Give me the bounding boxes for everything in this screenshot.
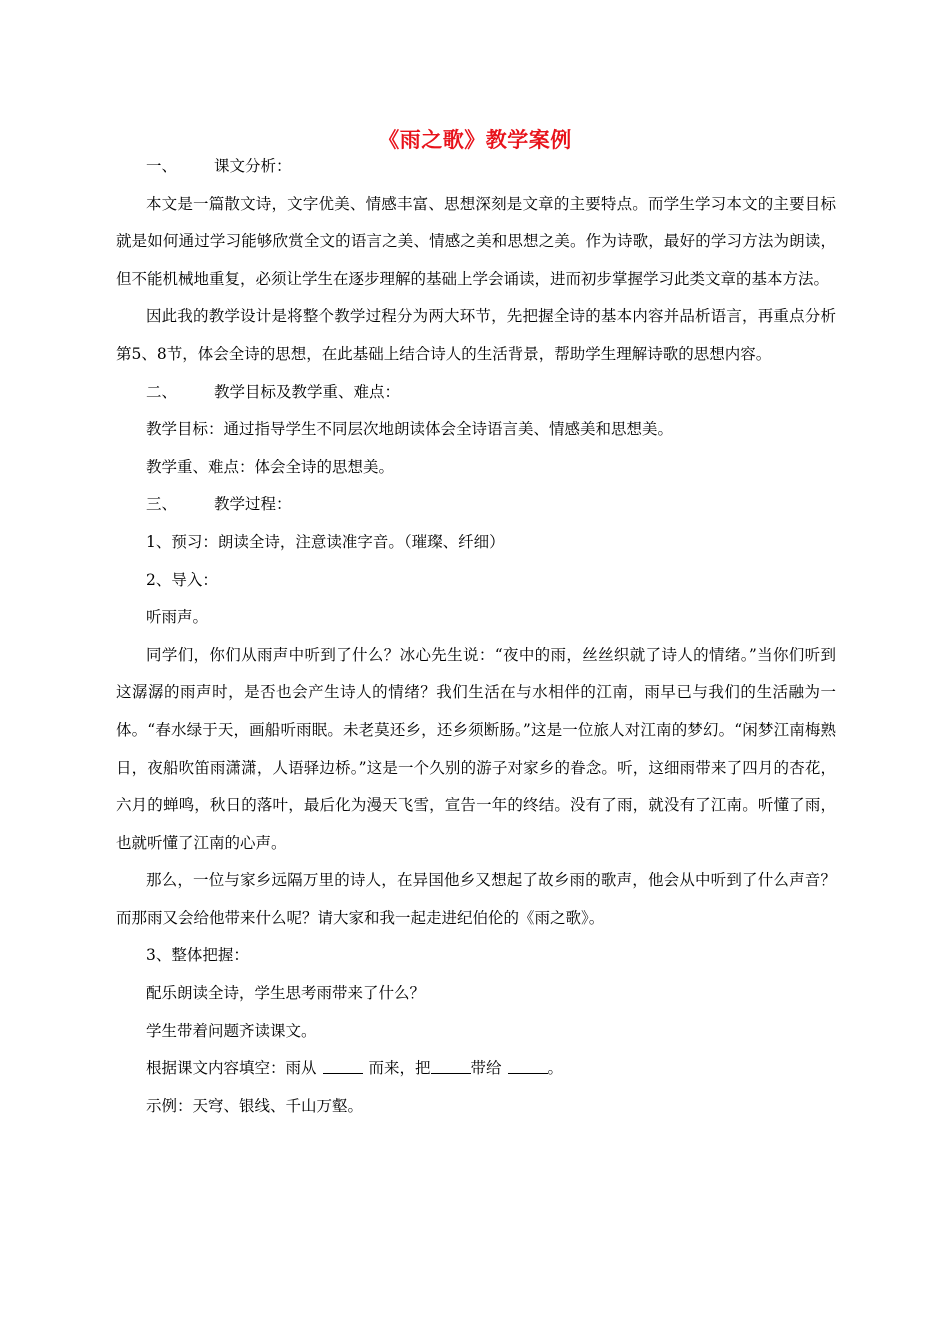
group-reading: 学生带着问题齐读课文。 [146,1021,317,1040]
section-heading-3 [116,486,836,524]
step-preview: 1、预习：朗读全诗，注意读准字音。（璀璨、纤细） [146,532,505,551]
fill-text-d: 。 [547,1059,564,1078]
section-label: 教学目标及教学重、难点： [214,382,401,401]
example-answer: 示例：天穹、银线、千山万壑。 [146,1096,364,1115]
section-number: 一、 [146,157,178,175]
paragraph-analysis: 本文是一篇散文诗，文字优美、情感丰富、思想深刻是文章的主要特点。而学生学习本文的主要目标就是如何通过学习能够欣赏全文的语言之美、情感之美和思想之美。作为诗歌，最好的学习方法为朗读，但不能机械地重复，必须让学生在逐步理解的基础上学会诵读，进而初步掌握学习此类文章的基本方法。 [116,194,836,288]
paragraph-intro-speech: 同学们，你们从雨声中听到了什么？冰心先生说：“夜中的雨，丝丝织就了诗人的情绪。”当你们听到这潺潺的雨声时，是否也会产生诗人的情绪？我们生活在与水相伴的江南，雨早已与我们的生活融为一体。“春水绿于天，画船听雨眠。未老莫还乡，还乡须断肠。”这是一位旅人对江南的梦幻。“闲梦江南梅熟日，夜船吹笛雨潇潇，人语驿边桥。”这是一个久别的游子对家乡的眷念。听，这细雨带来了四月的杏花，六月的蝉鸣，秋日的落叶，最后化为漫天飞雪，宣告一年的终结。没有了雨，就没有了江南。听懂了雨，也就听懂了江南的心声。 [116,645,836,852]
key-difficulty: 教学重、难点：体会全诗的思想美。 [146,457,395,476]
paragraph-transition: 那么，一位与家乡远隔万里的诗人，在异国他乡又想起了故乡雨的歌声，他会从中听到了什么声音？而那雨又会给他带来什么呢？请大家和我一起走进纪伯伦的《雨之歌》。 [116,871,836,927]
fill-text-c: 带给 [470,1059,502,1078]
step-overall: 3、整体把握： [146,946,249,965]
section-heading-2 [116,374,836,412]
teaching-goal: 教学目标：通过指导学生不同层次地朗读体会全诗语言美、情感美和思想美。 [146,420,674,439]
fill-in-blank [116,1050,836,1088]
section-heading-1 [116,148,836,186]
blank-1 [323,1055,363,1074]
fill-text-b: 而来，把 [368,1059,431,1078]
blank-2 [431,1055,471,1074]
music-reading: 配乐朗读全诗，学生思考雨带来了什么？ [146,984,426,1003]
section-label: 课文分析： [214,157,292,175]
fill-text-a: 根据课文内容填空：雨从 [146,1059,317,1078]
paragraph-design: 因此我的教学设计是将整个教学过程分为两大环节，先把握全诗的基本内容并品析语言，再重点分析第5、8节，体会全诗的思想，在此基础上结合诗人的生活背景，帮助学生理解诗歌的思想内容。 [116,307,836,363]
step-introduction: 2、导入： [146,570,218,589]
document-title: 《雨之歌》教学案例 [378,128,572,152]
section-number: 三、 [146,495,178,514]
section-label: 教学过程： [214,495,292,514]
document-body [116,148,836,1125]
section-number: 二、 [146,382,178,401]
listen-rain: 听雨声。 [146,608,209,627]
blank-3 [508,1055,548,1074]
